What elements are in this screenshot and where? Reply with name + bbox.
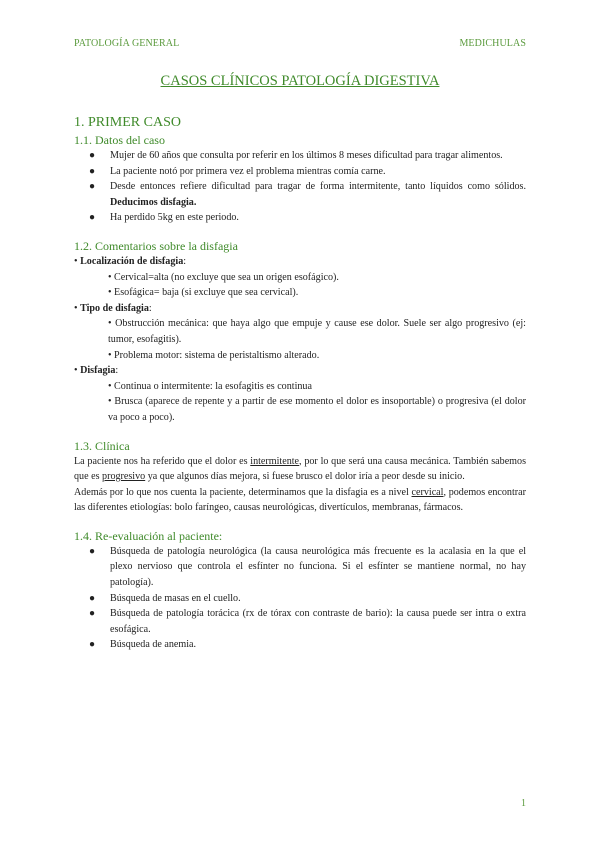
bullet-icon: ● — [89, 165, 96, 177]
bullet-icon: ● — [89, 592, 96, 604]
list-item: ● Ha perdido 5kg en este periodo. — [74, 210, 526, 226]
sub-item: • Continua o intermitente: la esofagitis es continua — [108, 380, 312, 392]
list-item: ● Mujer de 60 años que consulta por referir en los últimos 8 meses dificultad para tragar alimentos. — [74, 148, 526, 164]
bullet-icon: ● — [89, 639, 96, 651]
subsection-label: • Disfagia: — [74, 365, 119, 377]
bullet-icon: ● — [89, 212, 96, 224]
sub-item: • Problema motor: sistema de peristaltismo alterado. — [108, 349, 320, 361]
clinic-paragraph-1: La paciente nos ha referido que el dolor es intermitente, por lo que será una causa mecánica. También sabemos que es progresivo ya que algunos días mejora, si fuese brusco el dolor iría a peor desde su inicio. — [74, 455, 526, 483]
list-item: ● Búsqueda de patología neurológica (la causa neurológica más frecuente es la acalasia en la que el plexo nervioso que controla el esfínter no funciona. Si el esfínter se mantiene normal, no hay patología). — [89, 545, 526, 589]
sub-item: • Esofágica= baja (si excluye que sea cervical). — [108, 287, 299, 299]
list-item: ● Búsqueda de anemia. — [74, 637, 526, 653]
list-item: ● Búsqueda de masas en el cuello. — [74, 591, 526, 607]
page-number: 1 — [521, 798, 526, 809]
section-heading-1-4: 1.4. Re-evaluación al paciente: — [74, 528, 223, 543]
section-heading-1-3: 1.3. Clínica — [74, 438, 130, 453]
reevaluation-list — [74, 544, 526, 653]
sub-item: • Obstrucción mecánica: que haya algo que empuje y cause ese dolor. Suele ser algo progresivo (ej: tumor, esofagitis). — [108, 318, 526, 345]
document-title: CASOS CLÍNICOS PATOLOGÍA DIGESTIVA — [160, 73, 440, 89]
bold-conclusion: Deducimos disfagia. — [110, 196, 197, 208]
bullet-icon: ● — [89, 608, 96, 620]
list-item: ● La paciente notó por primera vez el problema mientras comía carne. — [74, 164, 526, 180]
list-item: ● Desde entonces refiere dificultad para tragar de forma intermitente, tanto líquidos como sólidos. Deducimos disfagia. — [89, 181, 526, 208]
subsection-label: • Tipo de disfagia: — [74, 302, 152, 314]
header-left: PATOLOGÍA GENERAL — [74, 38, 180, 49]
clinic-paragraph-2: Además por lo que nos cuenta la paciente, determinamos que la disfagia es a nivel cervical, podemos encontrar las diferentes etiologías: bolo faríngeo, causas neurológicas, divertículos, membranas, fármacos. — [74, 486, 526, 514]
list-item: ● Búsqueda de patología torácica (rx de tórax con contraste de bario): la causa puede ser intra o extra esofágica. — [89, 608, 526, 635]
header-right: MEDICHULAS — [459, 38, 526, 49]
bullet-icon: ● — [89, 545, 96, 557]
sub-item: • Cervical=alta (no excluye que sea un origen esofágico). — [108, 271, 339, 283]
case-data-list — [74, 148, 526, 226]
page-content — [74, 74, 526, 653]
section-heading-1-2: 1.2. Comentarios sobre la disfagia — [74, 238, 238, 253]
bullet-icon: ● — [89, 150, 96, 161]
page-header — [74, 38, 526, 52]
section-heading-1-1: 1.1. Datos del caso — [74, 133, 165, 147]
sub-item: • Brusca (aparece de repente y a partir de ese momento el dolor es insoportable) o progresiva (el dolor va poco a poco). — [108, 396, 526, 423]
bullet-icon: ● — [89, 181, 96, 193]
section-heading-1: 1. PRIMER CASO — [74, 115, 181, 130]
subsection-label: • Localización de disfagia: — [74, 255, 187, 267]
